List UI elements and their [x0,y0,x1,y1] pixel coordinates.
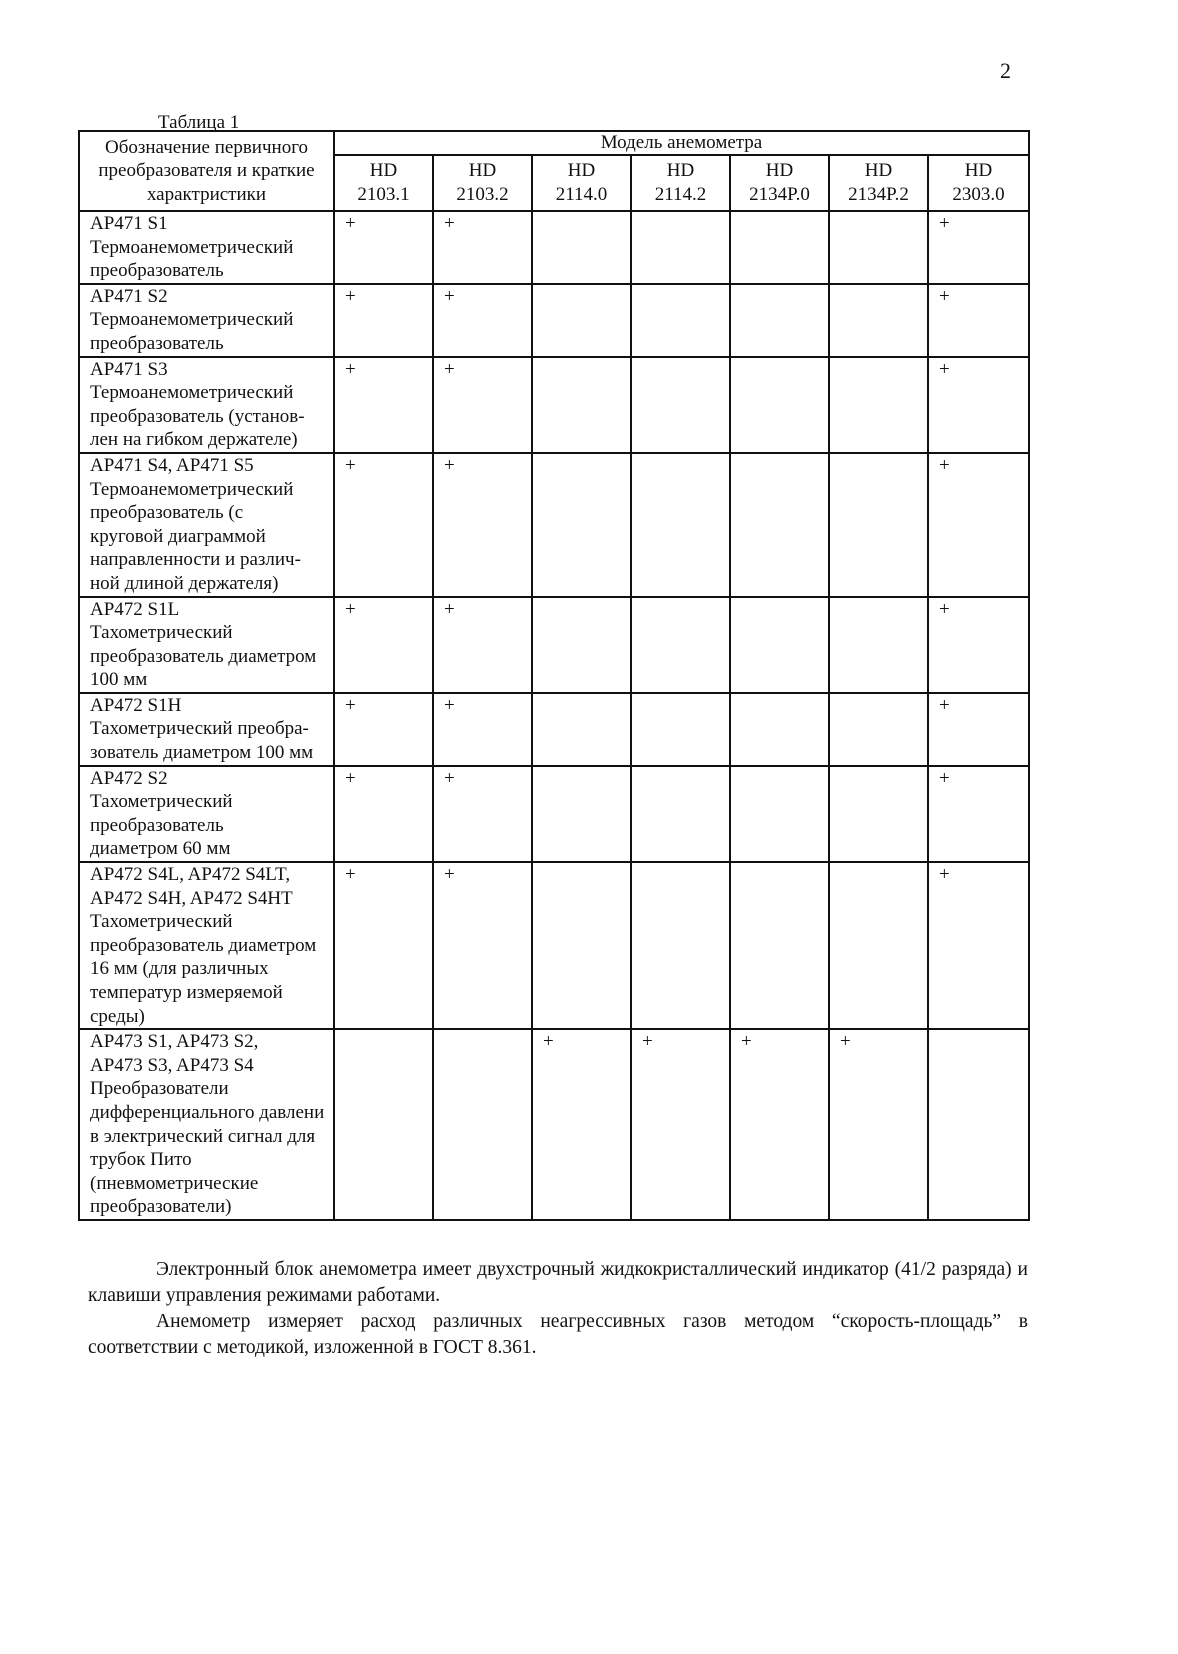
header-line: преобразователя и краткие [98,160,315,182]
sensor-line: преобразователь (установ- [90,405,305,427]
header-model [631,155,730,211]
sensor-line: Термоанемометрический [90,236,294,258]
compat-cell [829,597,928,693]
compat-cell [730,357,829,453]
plus-mark: + [939,694,950,716]
compat-cell [631,284,730,357]
plus-mark: + [444,358,455,380]
compat-cell [532,357,631,453]
table-caption: Таблица 1 [158,112,240,133]
plus-mark: + [444,694,455,716]
sensor-description [79,862,334,1029]
table-row [79,357,1029,453]
sensor-line: 16 мм (для различных [90,958,269,980]
sensor-line: зователь диаметром 100 мм [90,742,314,764]
compat-cell [631,1029,730,1220]
sensor-line: лен на гибком держателе) [90,429,298,451]
compat-cell [631,766,730,862]
compat-cell [730,693,829,766]
header-model [730,155,829,211]
model-line: HD [468,160,497,182]
sensor-line: температур измеряемой [90,982,283,1003]
sensor-line: преобразователь диаметром [90,934,317,956]
model-line: HD [765,160,794,182]
sensor-line: AP472 S1H [90,694,182,716]
model-line: 2114.2 [654,184,707,205]
table-row [79,211,1029,284]
table-row [79,766,1029,862]
plus-mark: + [939,598,950,620]
sensor-line: AP472 S2 [90,767,168,789]
table-row [79,1029,1029,1220]
compat-cell [829,862,928,1029]
model-line: HD [964,160,993,182]
sensor-line: преобразователь диаметром [90,645,317,667]
compat-cell [433,1029,532,1220]
sensor-line: AP473 S1, AP473 S2, [90,1031,259,1053]
plus-mark: + [345,358,356,380]
compat-cell [334,862,433,1029]
model-line: 2134P.2 [848,184,909,205]
model-line: 2114.0 [555,184,608,205]
anemometer-compatibility-table [78,130,1030,1221]
model-line: 2103.1 [357,184,410,205]
sensor-description [79,766,334,862]
sensor-line: Тахометрический [90,791,233,813]
paragraph-measurement: Анемометр измеряет расход различных неагрессивных газов методом “скорость-площадь” в соответствии с методикой, изложенной в ГОСТ 8.361. [88,1310,1028,1358]
header-line: Обозначение первичного [104,136,309,158]
compat-cell [433,597,532,693]
sensor-line: Преобразователи [90,1078,229,1100]
plus-mark: + [444,598,455,620]
sensor-line: в электрический сигнал для [90,1125,316,1147]
compat-cell [730,597,829,693]
sensor-line: Тахометрический [90,911,233,933]
model-line: HD [864,160,893,182]
model-line: HD [369,160,398,182]
plus-mark: + [444,285,455,307]
plus-mark: + [444,454,455,476]
sensor-line: AP473 S3, AP473 S4 [90,1054,254,1076]
table-row [79,693,1029,766]
plus-mark: + [939,358,950,380]
plus-mark: + [642,1031,653,1053]
compat-cell [631,453,730,597]
compat-cell [928,766,1029,862]
plus-mark: + [444,864,455,886]
plus-mark: + [741,1031,752,1053]
table-row [79,453,1029,597]
compat-cell [334,284,433,357]
sensor-description [79,453,334,597]
sensor-line: AP472 S4H, AP472 S4HT [90,887,293,909]
plus-mark: + [543,1031,554,1053]
compat-cell [928,211,1029,284]
sensor-line: AP471 S1 [90,213,168,234]
plus-mark: + [939,213,950,234]
sensor-line: преобразователь (с [90,502,244,524]
compat-cell [730,766,829,862]
sensor-line: трубок Пито [90,1149,192,1171]
plus-mark: + [444,213,455,234]
sensor-line: преобразователь [90,814,224,836]
plus-mark: + [939,454,950,476]
compat-cell [433,211,532,284]
sensor-line: Термоанемометрический [90,382,294,404]
sensor-line: диаметром 60 мм [90,838,231,860]
compat-cell [928,1029,1029,1220]
compat-cell [433,766,532,862]
compat-cell [631,211,730,284]
compat-cell [334,357,433,453]
model-line: 2134P.0 [749,184,810,205]
compat-cell [532,693,631,766]
model-line: 2303.0 [952,184,1005,205]
sensor-line: AP472 S4L, AP472 S4LT, [90,864,291,886]
compat-cell [631,597,730,693]
plus-mark: + [939,767,950,789]
sensor-line: круговой диаграммой [90,525,266,547]
sensor-description [79,357,334,453]
compat-cell [334,453,433,597]
compat-cell [532,597,631,693]
plus-mark: + [345,285,356,307]
sensor-line: преобразователь [90,332,224,354]
sensor-line: AP471 S2 [90,285,168,307]
compat-cell [829,453,928,597]
header-model [532,155,631,211]
sensor-line: AP472 S1L [90,598,180,620]
plus-mark: + [345,864,356,886]
compat-cell [433,693,532,766]
compat-cell [829,693,928,766]
header-model [433,155,532,211]
header-line: характристики [146,183,267,205]
compat-cell [532,211,631,284]
plus-mark: + [345,767,356,789]
plus-mark: + [840,1031,851,1053]
compat-cell [334,766,433,862]
compat-cell [829,1029,928,1220]
plus-mark: + [345,598,356,620]
header-sensor [79,131,334,211]
compat-cell [433,284,532,357]
compat-cell [532,284,631,357]
compat-cell [928,693,1029,766]
compat-cell [928,597,1029,693]
compat-cell [532,453,631,597]
sensor-line: среды) [90,1005,145,1027]
paragraph-display: Электронный блок анемометра имеет двухстрочный жидкокристаллический индикатор (41/2 разряда) и клавиши управления режимами работами. [88,1258,1028,1306]
compat-cell [334,1029,433,1220]
plus-mark: + [345,213,356,234]
table-row [79,284,1029,357]
compat-cell [532,766,631,862]
sensor-description [79,597,334,693]
sensor-line: Термоанемометрический [90,478,294,500]
plus-mark: + [939,285,950,307]
header-model [829,155,928,211]
sensor-line: Термоанемометрический [90,309,294,331]
compat-cell [532,1029,631,1220]
compat-cell [631,357,730,453]
sensor-line: преобразователь [90,260,224,282]
sensor-line: (пневмометрические [90,1172,259,1194]
compat-cell [334,597,433,693]
sensor-description [79,211,334,284]
sensor-line: ной длиной держателя) [90,572,279,594]
compat-cell [334,693,433,766]
sensor-line: 100 мм [90,669,148,691]
sensor-description [79,1029,334,1220]
compat-cell [532,862,631,1029]
sensor-line: AP471 S3 [90,358,168,380]
compat-cell [829,211,928,284]
model-line: HD [666,160,695,182]
sensor-line: направленности и различ- [90,549,301,571]
table-row [79,862,1029,1029]
sensor-line: AP471 S4, AP471 S5 [90,454,254,476]
plus-mark: + [939,864,950,886]
compat-cell [730,211,829,284]
table-row [79,597,1029,693]
model-line: 2103.2 [456,184,509,205]
header-row [79,131,1029,155]
compat-cell [730,862,829,1029]
compat-cell [631,693,730,766]
sensor-line: Тахометрический [90,622,233,644]
plus-mark: + [345,694,356,716]
sensor-line: Тахометрический преобра- [90,718,309,740]
model-line: HD [567,160,596,182]
sensor-description [79,284,334,357]
sensor-line: дифференциального давлени [90,1101,325,1123]
header-model-group: Модель анемометра [334,131,1029,155]
compat-cell [829,357,928,453]
header-model [928,155,1029,211]
compat-cell [433,862,532,1029]
compat-cell [928,284,1029,357]
compat-cell [631,862,730,1029]
sensor-description [79,693,334,766]
compat-cell [928,453,1029,597]
page-number: 2 [1000,58,1011,83]
compat-cell [928,862,1029,1029]
compat-cell [433,357,532,453]
compat-cell [928,357,1029,453]
compat-cell [433,453,532,597]
header-model [334,155,433,211]
plus-mark: + [345,454,356,476]
plus-mark: + [444,767,455,789]
compat-cell [829,766,928,862]
compat-cell [730,284,829,357]
sensor-line: преобразователи) [90,1196,232,1218]
compat-cell [334,211,433,284]
compat-cell [829,284,928,357]
compat-cell [730,453,829,597]
compat-cell [730,1029,829,1220]
